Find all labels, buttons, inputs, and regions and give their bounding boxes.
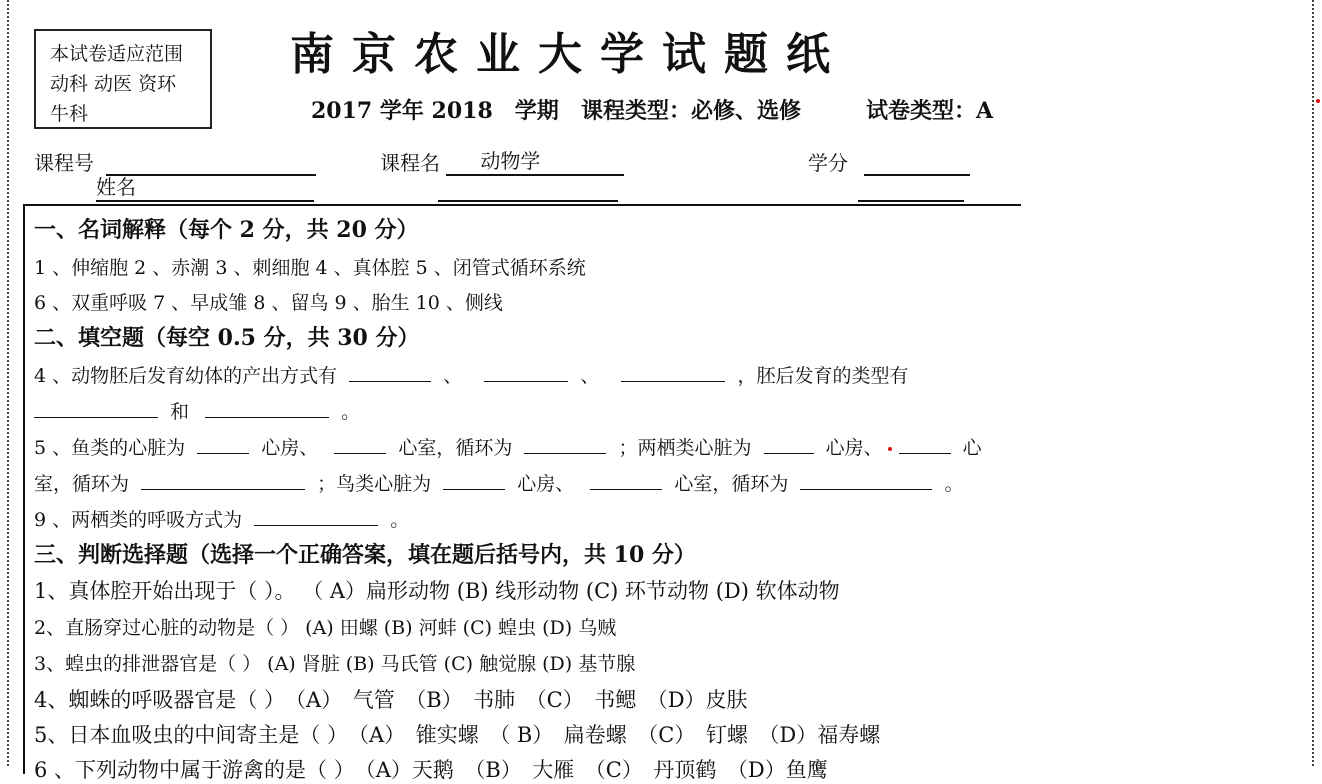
fill-q5-line1 — [34, 433, 982, 460]
q5-atrium-2: 心房、 — [825, 437, 883, 459]
paper-type: 试卷类型：A — [866, 98, 994, 124]
page-title: 南京农业大学试题纸 — [290, 29, 848, 80]
course-number-field — [34, 147, 316, 176]
q5-end: 。 — [944, 473, 964, 495]
name-field — [96, 175, 314, 202]
q4-and: 和 — [170, 401, 190, 423]
scope-line-1: 本试卷适应范围 — [50, 43, 184, 65]
left-binding-margin — [7, 0, 9, 766]
fill-q9-line — [34, 505, 409, 532]
name-label: 姓名 — [96, 175, 136, 199]
section2-title: 二、填空题（每空 0.5 分，共 30 分） — [34, 325, 420, 351]
course-type: 课程类型：必修、选修 — [581, 98, 802, 124]
q4-blank-5[interactable] — [205, 399, 329, 418]
q5-blank-8[interactable] — [590, 471, 662, 490]
q5-atrium-3: 心房、 — [517, 473, 575, 495]
q4-blank-3[interactable] — [621, 363, 725, 382]
credit-blank — [864, 152, 970, 176]
section3-title: 三、判断选择题（选择一个正确答案，填在题后括号内，共 10 分） — [34, 542, 696, 568]
q5-heart-char: 心 — [962, 437, 982, 459]
red-dot-mark — [1316, 99, 1320, 103]
q4-end: 。 — [341, 401, 361, 423]
q4-sep-1: 、 — [443, 365, 463, 387]
course-name-label: 课程名 — [380, 151, 440, 175]
academic-year: 2017 学年 2018 学期 — [311, 98, 559, 124]
scope-line-2: 动科 动医 资环 — [50, 73, 177, 95]
q5-text-b: ；两栖类心脏为 — [618, 437, 752, 459]
q4-text-a: 4 、动物胚后发育幼体的产出方式有 — [34, 365, 338, 387]
choice-q4: 4、蜘蛛的呼吸器官是（ ） （A） 气管 （B） 书肺 （C） 书鳃 （D）皮肤 — [34, 688, 748, 712]
q5-line2-a: 室，循环为 — [34, 473, 130, 495]
q5-text-a: 5 、鱼类的心脏为 — [34, 437, 186, 459]
q4-blank-1[interactable] — [349, 363, 431, 382]
q5-blank-5[interactable] — [899, 435, 951, 454]
q4-blank-2[interactable] — [484, 363, 568, 382]
choice-q3: 3、蝗虫的排泄器官是（ ） (A) 肾脏 (B) 马氏管 (C) 触觉腺 (D) 基节腺 — [34, 653, 636, 675]
q5-blank-4[interactable] — [764, 435, 814, 454]
right-binding-margin — [1312, 0, 1314, 766]
id-blank-field — [858, 178, 964, 202]
q4-sep-2: 、 — [580, 365, 600, 387]
course-name-value: 动物学 — [480, 149, 541, 173]
name-blank — [96, 175, 314, 202]
fill-q4-line2 — [34, 397, 360, 424]
credit-field — [808, 147, 970, 176]
course-name-blank — [446, 149, 624, 176]
section1-title: 一、名词解释（每个 2 分，共 20 分） — [34, 217, 419, 243]
q5-ventricle-1: 心室，循环为 — [398, 437, 513, 459]
q4-blank-4[interactable] — [34, 399, 158, 418]
q5-blank-1[interactable] — [197, 435, 249, 454]
class-blank-field — [438, 178, 618, 202]
credit-label: 学分 — [808, 151, 848, 175]
q5-atrium-1: 心房、 — [261, 437, 319, 459]
q5-ventricle-3: 心室，循环为 — [674, 473, 789, 495]
class-blank — [438, 178, 618, 202]
choice-q2: 2、直肠穿过心脏的动物是（ ） (A) 田螺 (B) 河蚌 (C) 蝗虫 (D) 乌贼 — [34, 617, 617, 639]
choice-q5: 5、日本血吸虫的中间寄主是（ ） （A） 锥实螺 （ B） 扁卷螺 （C） 钉螺 （D）福寿螺 — [34, 723, 881, 747]
choice-q6-partial: 6 、下列动物中属于游禽的是（ ） （A）天鹅 （B） 大雁 （C） 丹顶鹤 （D）鱼鹰 — [34, 758, 828, 782]
q9-text-a: 9 、两栖类的呼吸方式为 — [34, 509, 243, 531]
q9-end: 。 — [390, 509, 410, 531]
course-name-field — [380, 147, 624, 176]
choice-q1: 1、真体腔开始出现于（ ）。 （ A）扁形动物 (B) 线形动物 (C) 环节动物 (D) 软体动物 — [34, 579, 840, 603]
course-number-label: 课程号 — [34, 151, 94, 175]
q5-blank-2[interactable] — [334, 435, 386, 454]
q9-blank[interactable] — [254, 507, 378, 526]
scope-box — [34, 29, 212, 129]
scope-line-3: 牛科 — [50, 103, 89, 125]
fill-q5-line2 — [34, 469, 963, 496]
section1-line2: 6 、双重呼吸 7 、早成雏 8 、留鸟 9 、胎生 10 、侧线 — [34, 292, 503, 314]
q5-line2-b: ；鸟类心脏为 — [317, 473, 432, 495]
q5-blank-7[interactable] — [443, 471, 505, 490]
fill-q4-line1 — [34, 361, 908, 388]
q5-blank-3[interactable] — [524, 435, 606, 454]
course-number-blank — [106, 152, 316, 176]
q4-text-b: ，胚后发育的类型有 — [737, 365, 909, 387]
id-blank — [858, 178, 964, 202]
q5-blank-9[interactable] — [800, 471, 932, 490]
section1-line1: 1 、伸缩胞 2 、赤潮 3 、刺细胞 4 、真体腔 5 、闭管式循环系统 — [34, 257, 586, 279]
q5-blank-6[interactable] — [141, 471, 305, 490]
red-dot-mark — [888, 447, 892, 451]
